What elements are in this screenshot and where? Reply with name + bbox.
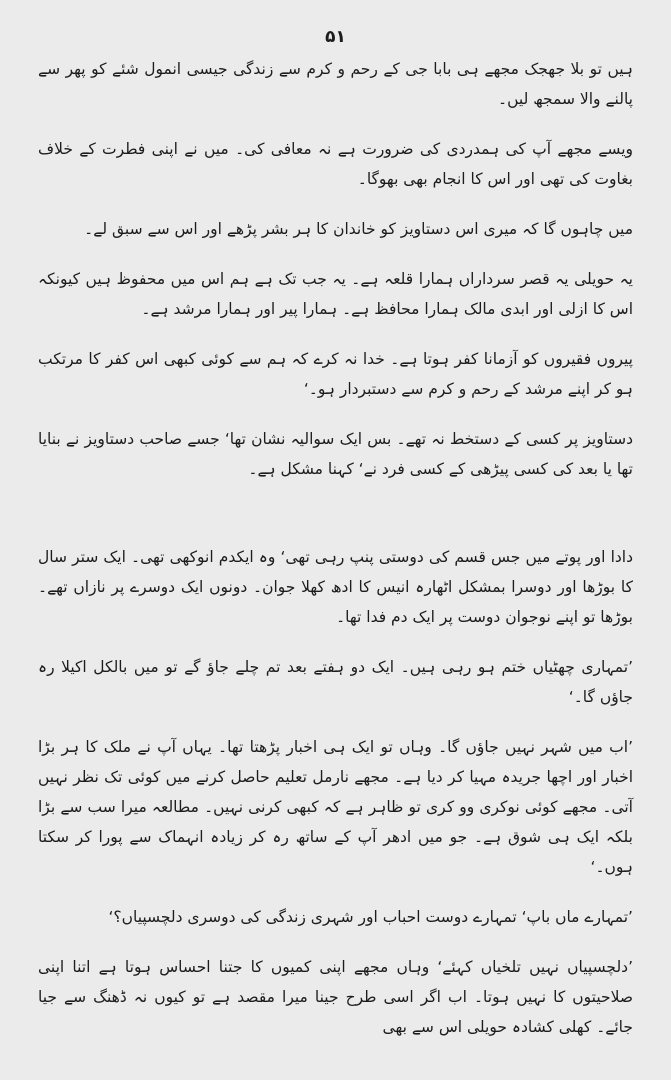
page-number: ۵۱ [325,27,346,47]
paragraph: ہیں تو بلا جھجک مجھے ہی بابا جی کے رحم و کرم سے زندگی جیسی انمول شئے کو پھر سے پالنے والا سمجھ لیں۔ [38,60,633,108]
dialogue-paragraph: ’تمہاری چھٹیاں ختم ہو رہی ہیں۔ ایک دو ہفتے بعد تم چلے جاؤ گے تو میں بالکل اکیلا رہ جاؤں گا۔‘ [38,658,633,706]
paragraph: میں چاہوں گا کہ میری اس دستاویز کو خاندان کا ہر بشر پڑھے اور اس سے سبق لے۔ [84,220,633,238]
paragraph: دستاویز پر کسی کے دستخط نہ تھے۔ بس ایک سوالیہ نشان تھا‘ جسے صاحب دستاویز نے بنایا تھا یا بعد کی کسی پیڑھی کے کسی فرد نے‘ کہنا مشکل ہے۔ [38,430,633,478]
dialogue-paragraph: ’تمہارے ماں باپ‘ تمہارے دوست احباب اور شہری زندگی کی دوسری دلچسپیاں؟‘ [108,908,633,926]
section-break [38,504,633,542]
dialogue-paragraph: ’اب میں شہر نہیں جاؤں گا۔ وہاں تو ایک ہی اخبار پڑھتا تھا۔ یہاں آپ نے ملک کا ہر بڑا اخبار اور اچھا جریدہ مہیا کر دیا ہے۔ مجھے نارمل تعلیم حاصل کرنے میں کوئی تک نظر نہیں آتی۔ مجھے کوئی نوکری وو کری تو ظاہر ہے کہ کبھی کرنی نہیں۔ مطالعہ میرا سب سے بڑا بلکہ ایک ہی شوق ہے۔ جو میں ادھر آپ کے ساتھ رہ کر زیادہ انہماک سے پورا کر سکتا ہوں۔‘ [38,738,633,876]
paragraph: پیروں فقیروں کو آزمانا کفر ہوتا ہے۔ خدا نہ کرے کہ ہم سے کوئی کبھی اس کفر کا مرتکب ہو کر اپنے مرشد کے رحم و کرم سے دستبردار ہو۔‘ [38,350,633,398]
page-text [38,54,633,1042]
dialogue-paragraph: ’دلچسپیاں نہیں تلخیاں کہئے‘ وہاں مجھے اپنی کمیوں کا جتنا احساس ہوتا ہے اتنا اپنی صلاحیتوں کا نہیں ہوتا۔ اب اگر اسی طرح جینا میرا مقصد ہے تو کیوں نہ ڈھنگ سے جیا جائے۔ کھلی کشادہ حویلی اس سے بھی [38,958,633,1036]
paragraph: یہ حویلی یہ قصر سرداراں ہمارا قلعہ ہے۔ یہ جب تک ہے ہم اس میں محفوظ ہیں کیونکہ اس کا ازلی اور ابدی مالک ہمارا محافظ ہے۔ ہمارا پیر اور ہمارا مرشد ہے۔ [38,270,633,318]
paragraph: دادا اور پوتے میں جس قسم کی دوستی پنپ رہی تھی‘ وہ ایکدم انوکھی تھی۔ ایک ستر سال کا بوڑھا اور دوسرا بمشکل اٹھارہ انیس کا ادھ کھلا جوان۔ دونوں ایک دوسرے پر نازاں تھے۔ بوڑھا تو اپنے نوجوان دوست پر ایک دم فدا تھا۔ [38,548,633,626]
paragraph: ویسے مجھے آپ کی ہمدردی کی ضرورت ہے نہ معافی کی۔ میں نے اپنی فطرت کے خلاف بغاوت کی تھی اور اس کا انجام بھی بھوگا۔ [38,140,633,188]
